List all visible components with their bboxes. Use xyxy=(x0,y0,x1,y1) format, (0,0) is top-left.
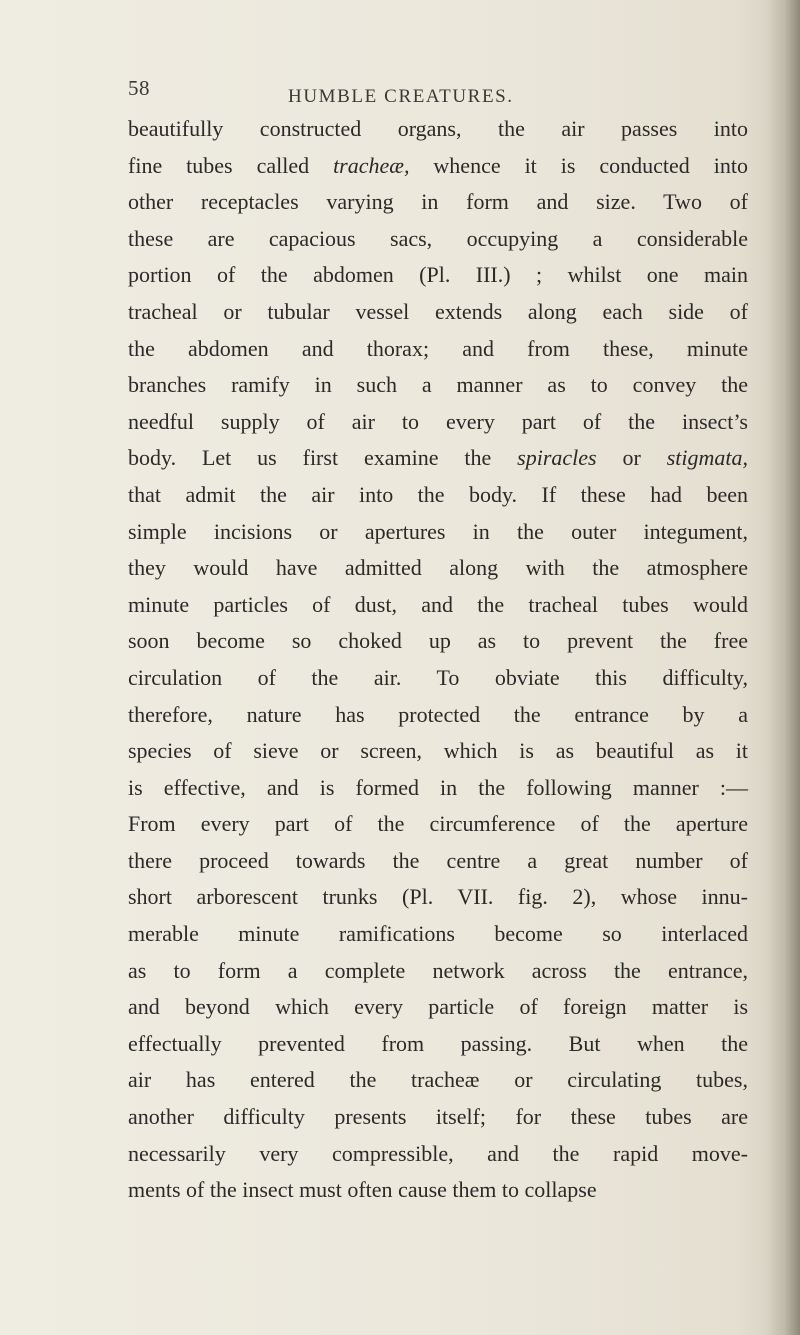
page-number: 58 xyxy=(128,76,150,100)
text-segment: species of sieve or screen, which is as beautiful as it xyxy=(128,738,748,764)
text-segment: needful supply of air to every part of the insect’s xyxy=(128,408,748,434)
text-line xyxy=(128,111,748,148)
text-segment: another difficulty presents itself; for these tubes are xyxy=(128,1104,748,1130)
text-line xyxy=(128,1172,748,1209)
text-line xyxy=(128,1099,748,1136)
text-line xyxy=(128,843,748,880)
text-segment: these are capacious sacs, occupying a considerable xyxy=(128,225,748,251)
text-line xyxy=(128,697,748,734)
text-line xyxy=(128,440,748,477)
text-segment: is effective, and is formed in the following manner :— xyxy=(128,774,748,800)
running-head: HUMBLE CREATURES. xyxy=(288,86,514,107)
text-line xyxy=(128,916,748,953)
text-segment: soon become so choked up as to prevent the free xyxy=(128,628,748,654)
text-line xyxy=(128,1136,748,1173)
text-line xyxy=(128,806,748,843)
text-segment: necessarily very compressible, and the rapid move- xyxy=(128,1140,748,1166)
text-segment: other receptacles varying in form and size. Two of xyxy=(128,189,748,215)
text-segment: short arborescent trunks (Pl. VII. fig. 2), whose innu- xyxy=(128,884,748,910)
text-line xyxy=(128,294,748,331)
text-segment: circulation of the air. To obviate this difficulty, xyxy=(128,664,748,690)
text-line xyxy=(128,623,748,660)
text-segment: branches ramify in such a manner as to convey the xyxy=(128,372,748,398)
text-segment: there proceed towards the centre a great number of xyxy=(128,847,748,873)
text-line xyxy=(128,148,748,185)
text-segment: that admit the air into the body. If these had been xyxy=(128,481,748,507)
text-line xyxy=(128,184,748,221)
text-segment: air has entered the tracheæ or circulating tubes, xyxy=(128,1067,748,1093)
italic-term: spiracles xyxy=(517,445,597,471)
text-line xyxy=(128,879,748,916)
text-segment: as to form a complete network across the entrance, xyxy=(128,957,748,983)
text-line xyxy=(128,587,748,624)
page-edge-shadow xyxy=(766,0,800,1335)
text-segment: merable minute ramifications become so interlaced xyxy=(128,921,748,947)
text-segment: whence it is conducted into xyxy=(409,152,748,178)
text-line xyxy=(128,221,748,258)
text-segment: therefore, nature has protected the entrance by a xyxy=(128,701,748,727)
text-line xyxy=(128,1062,748,1099)
text-segment: simple incisions or apertures in the outer integument, xyxy=(128,518,748,544)
text-segment: body. Let us first examine the xyxy=(128,445,518,471)
text-line xyxy=(128,477,748,514)
italic-term: stigmata, xyxy=(666,445,748,471)
text-line xyxy=(128,770,748,807)
text-line xyxy=(128,733,748,770)
text-line xyxy=(128,953,748,990)
text-segment: minute particles of dust, and the tracheal tubes would xyxy=(128,591,748,617)
text-segment: effectually prevented from passing. But when the xyxy=(128,1030,748,1056)
text-segment: they would have admitted along with the atmosphere xyxy=(128,555,748,581)
body-text xyxy=(128,111,748,1209)
text-line xyxy=(128,660,748,697)
text-line xyxy=(128,1026,748,1063)
text-line xyxy=(128,257,748,294)
text-line xyxy=(128,331,748,368)
text-segment: and beyond which every particle of foreign matter is xyxy=(128,994,748,1020)
text-segment: portion of the abdomen (Pl. III.) ; whilst one main xyxy=(128,262,748,288)
text-line xyxy=(128,367,748,404)
text-segment: or xyxy=(596,445,667,471)
text-line xyxy=(128,989,748,1026)
italic-term: tracheæ, xyxy=(333,152,410,178)
text-segment: beautifully constructed organs, the air passes into xyxy=(128,116,748,141)
text-line xyxy=(128,514,748,551)
text-segment: From every part of the circumference of the aperture xyxy=(128,811,748,837)
text-line xyxy=(128,550,748,587)
text-segment: fine tubes called xyxy=(128,152,334,178)
text-line xyxy=(128,404,748,441)
text-segment: ments of the insect must often cause them to collapse xyxy=(128,1177,597,1203)
text-segment: tracheal or tubular vessel extends along each side of xyxy=(128,298,748,324)
text-segment: the abdomen and thorax; and from these, minute xyxy=(128,335,748,361)
